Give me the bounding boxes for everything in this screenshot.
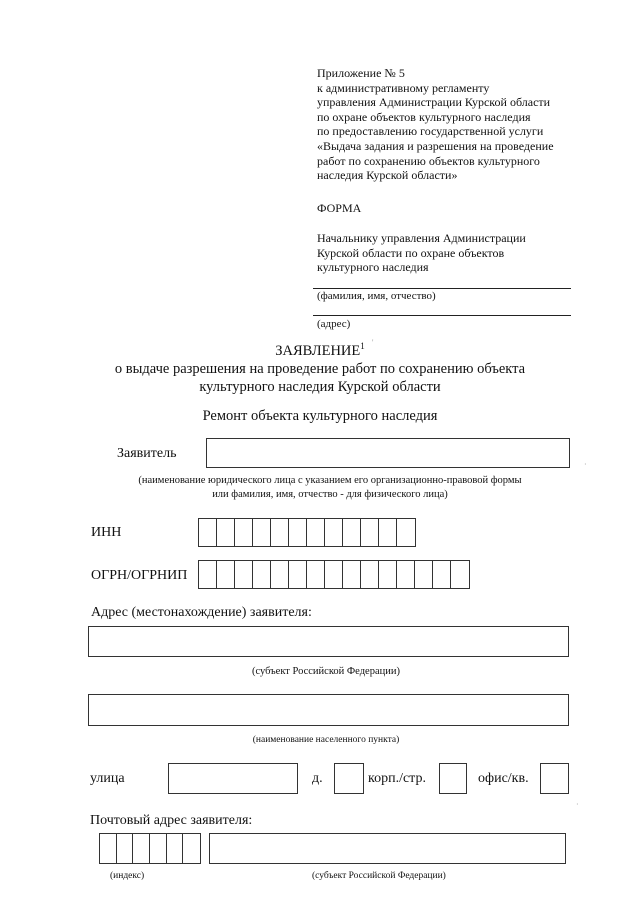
building-label: корп./стр.: [368, 771, 426, 786]
annex-line: Приложение № 5: [317, 66, 405, 80]
scan-mark: ·: [576, 800, 579, 809]
region-caption: (субъект Российской Федерации): [252, 666, 400, 677]
office-label: офис/кв.: [478, 771, 529, 786]
title-line3: культурного наследия Курской области: [199, 379, 441, 395]
street-field[interactable]: [168, 763, 298, 794]
title-line2: о выдаче разрешения на проведение работ по сохранению объекта: [114, 361, 526, 377]
applicant-field[interactable]: [206, 438, 570, 468]
annex-line: наследия Курской области»: [317, 168, 458, 183]
postal-heading: Почтовый адрес заявителя:: [90, 813, 253, 828]
name-caption: (фамилия, имя, отчество): [317, 290, 436, 302]
addressee: [317, 231, 526, 275]
footnote-mark: 1: [360, 341, 365, 351]
name-underline[interactable]: [313, 288, 571, 289]
building-field[interactable]: [439, 763, 467, 794]
annex-line: работ по сохранению объектов культурного: [317, 153, 540, 168]
postal-region-caption: (субъект Российской Федерации): [312, 871, 446, 881]
address-caption: (адрес): [317, 318, 351, 330]
postal-region-field[interactable]: [209, 833, 566, 864]
applicant-caption-2: или фамилия, имя, отчество - для физического лица): [212, 489, 448, 500]
region-field[interactable]: [88, 626, 569, 657]
address-underline[interactable]: [313, 315, 571, 316]
locality-caption: (наименование населенного пункта): [252, 735, 400, 745]
annex-line: по предоставлению государственной услуги: [317, 124, 544, 139]
form-label: ФОРМА: [317, 201, 362, 215]
ogrn-label: ОГРН/ОГРНИП: [91, 568, 188, 583]
annex-line: по охране объектов культурного наследия: [317, 109, 531, 124]
digit-cell[interactable]: [199, 519, 397, 546]
applicant-label: Заявитель: [117, 446, 177, 461]
statement-title: [0, 343, 640, 360]
annex-header: [317, 66, 617, 183]
scan-mark: ': [372, 338, 374, 347]
addressee-line: культурного наследия: [317, 260, 429, 275]
index-caption: (индекс): [110, 871, 145, 881]
house-field[interactable]: [334, 763, 364, 794]
office-field[interactable]: [540, 763, 569, 794]
house-label: д.: [312, 771, 323, 786]
subtitle: Ремонт объекта культурного наследия: [202, 408, 438, 424]
inn-field[interactable]: [198, 518, 416, 547]
addressee-line: Начальнику управления Администрации: [317, 231, 526, 245]
inn-label: ИНН: [91, 525, 122, 540]
index-field[interactable]: [99, 833, 201, 864]
addressee-line: Курской области по охране объектов: [317, 245, 505, 260]
annex-line: «Выдача задания и разрешения на проведение: [317, 138, 554, 153]
digit-cell[interactable]: [100, 834, 183, 863]
annex-line: к административному регламенту: [317, 80, 490, 95]
address-heading: Адрес (местонахождение) заявителя:: [91, 605, 312, 620]
street-label: улица: [90, 771, 125, 786]
annex-line: управления Администрации Курской области: [317, 95, 551, 110]
statement-heading: ЗАЯВЛЕНИЕ: [275, 343, 361, 359]
applicant-caption-1: (наименование юридического лица с указанием его организационно-правовой формы: [138, 475, 522, 486]
ogrn-field[interactable]: [198, 560, 470, 589]
scan-mark: ·: [584, 460, 587, 469]
digit-cell[interactable]: [199, 561, 451, 588]
locality-field[interactable]: [88, 694, 569, 726]
